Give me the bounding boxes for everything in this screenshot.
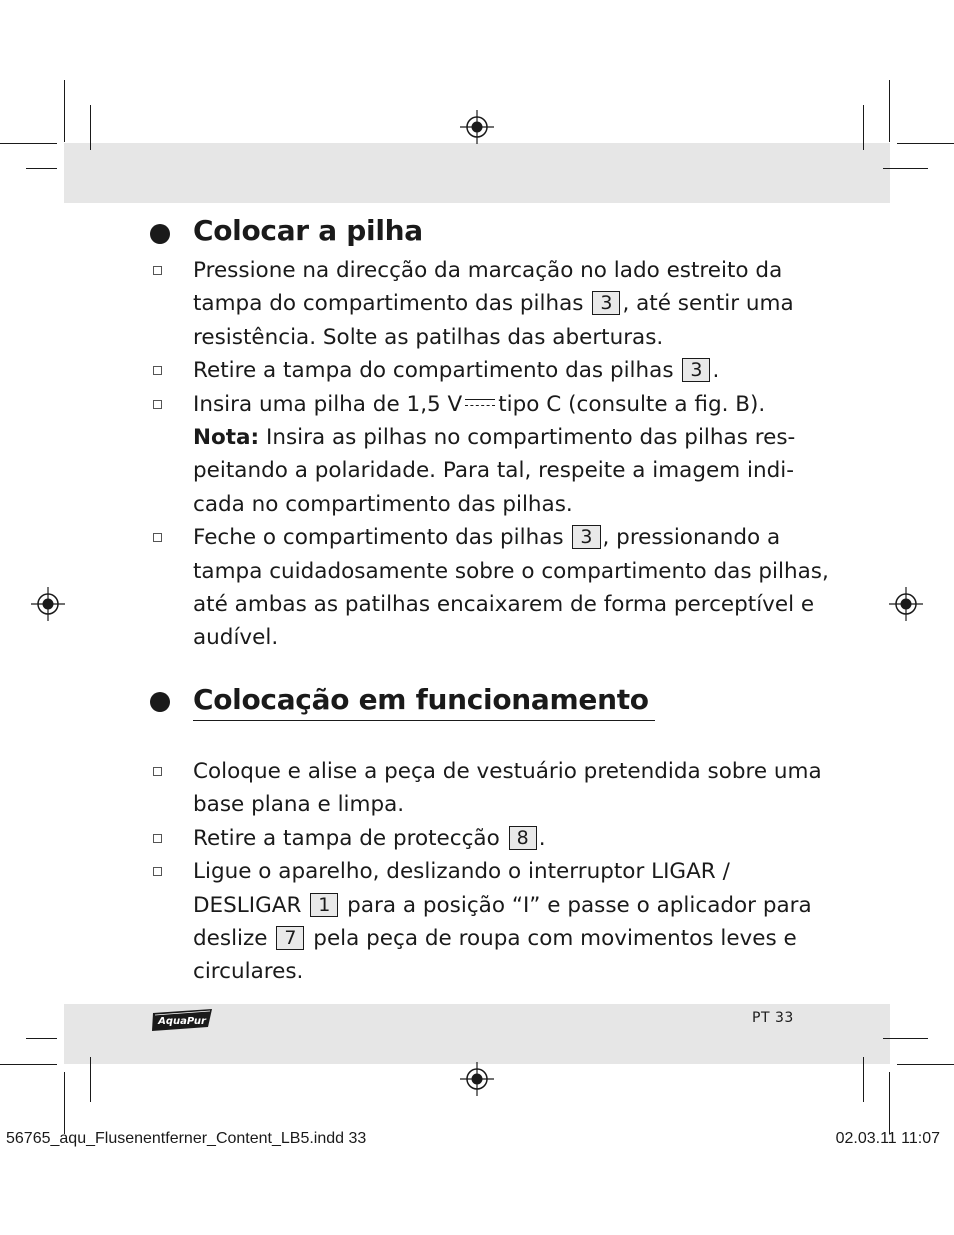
part-number-ref: 3	[572, 525, 600, 549]
header-band	[64, 143, 890, 203]
page-number: PT 33	[752, 1010, 794, 1026]
filled-circle-bullet-icon	[150, 692, 170, 712]
title-underline	[193, 720, 655, 721]
part-number-ref: 8	[509, 826, 537, 850]
list-item: Ligue o aparelho, deslizando o interruptor LIGAR / DESLIGAR 1 para a posição “I” e passe o aplicador para deslize 7 pela peça de roupa com movimentos leves e circulares.	[150, 855, 830, 989]
part-number-ref: 3	[682, 358, 710, 382]
direct-current-icon	[465, 398, 495, 408]
list-item: Coloque e alise a peça de vestuário pretendida sobre uma base plana e limpa.	[150, 755, 830, 822]
checkbox-square-icon	[153, 767, 162, 776]
part-number-ref: 7	[276, 926, 304, 950]
list-item: Insira uma pilha de 1,5 V tipo C (consulte a fig. B). Nota: Insira as pilhas no compartimento das pilhas res-peitando a polaridade. Para tal, respeite a imagem indi-cada no compartimento das pilhas.	[150, 388, 830, 522]
checkbox-square-icon	[153, 266, 162, 275]
registration-mark-icon	[460, 1062, 494, 1096]
checkbox-square-icon	[153, 533, 162, 542]
checkbox-square-icon	[153, 366, 162, 375]
instruction-list-operation	[150, 755, 830, 989]
checkbox-square-icon	[153, 400, 162, 409]
slug-filename: 56765_aqu_Flusenentferner_Content_LB5.indd 33	[6, 1130, 367, 1147]
checkbox-square-icon	[153, 834, 162, 843]
registration-mark-icon	[889, 587, 923, 621]
list-item: Feche o compartimento das pilhas 3 , pressionando a tampa cuidadosamente sobre o compartimento das pilhas, até ambas as patilhas encaixarem de forma perceptível e audível.	[150, 521, 830, 655]
filled-circle-bullet-icon	[150, 224, 170, 244]
list-item: Retire a tampa de protecção 8 .	[150, 822, 830, 855]
note-text: Insira as pilhas no compartimento das pilhas res-peitando a polaridade. Para tal, respeite a imagem indi-cada no compartimento das pilhas.	[193, 425, 796, 517]
checkbox-square-icon	[153, 867, 162, 876]
svg-text:AquaPur: AquaPur	[158, 1016, 206, 1027]
section-title-colocar-pilha: Colocar a pilha	[193, 214, 423, 247]
note-label: Nota:	[193, 425, 260, 451]
list-item: Retire a tampa do compartimento das pilhas 3 .	[150, 354, 830, 387]
list-item: Pressione na direcção da marcação no lado estreito da tampa do compartimento das pilhas 3 , até sentir uma resistência. Solte as patilhas das aberturas.	[150, 254, 830, 354]
instruction-list-battery	[150, 254, 830, 655]
part-number-ref: 3	[592, 291, 620, 315]
part-number-ref: 1	[310, 893, 338, 917]
slug-date: 02.03.11 11:07	[835, 1130, 940, 1147]
section-title-funcionamento: Colocação em funcionamento	[193, 683, 649, 716]
aquapur-logo	[150, 1007, 216, 1033]
registration-mark-icon	[460, 110, 494, 144]
registration-mark-icon	[31, 587, 65, 621]
